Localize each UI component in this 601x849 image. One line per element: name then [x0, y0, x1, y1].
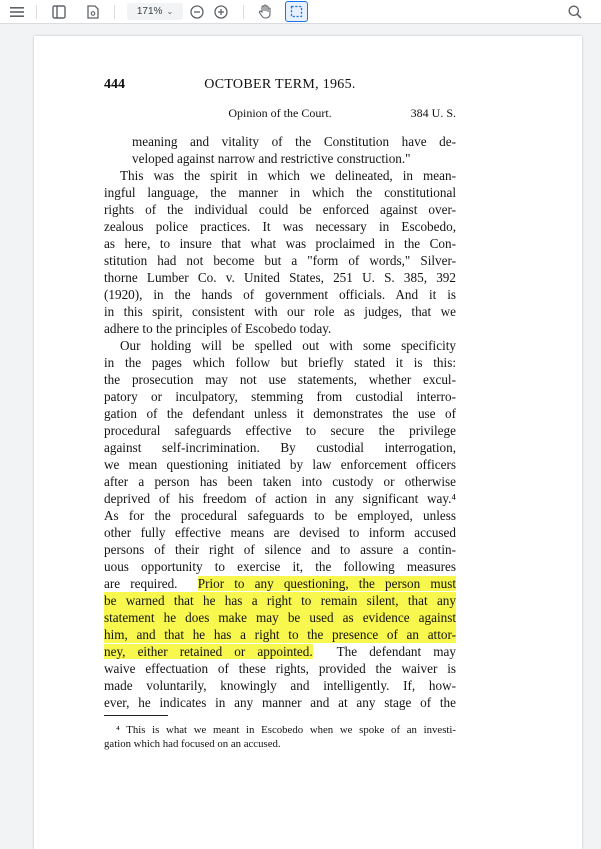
toolbar-divider	[243, 5, 244, 19]
opinion-label: Opinion of the Court.	[228, 106, 332, 120]
text-line: in the pages which follow but briefly stated it is this:	[104, 355, 456, 370]
zoom-out-icon[interactable]	[188, 2, 206, 21]
text-line: deprived of his freedom of action in any significant way.⁴	[104, 491, 456, 506]
hand-icon[interactable]	[256, 2, 274, 21]
footnote-rule	[104, 715, 168, 716]
viewer-toolbar	[0, 0, 601, 24]
page-number: 444	[104, 77, 125, 92]
highlighted-text[interactable]: statement he does make may be used as evidence against	[104, 610, 456, 625]
text-line: ever, he indicates in any manner and at any stage of the	[104, 695, 456, 710]
text-line: thorne Lumber Co. v. United States, 251 U. S. 385, 392	[104, 270, 456, 285]
page-icon[interactable]	[84, 2, 102, 21]
text-line: Our holding will be spelled out with some specificity	[120, 338, 456, 353]
text-line: uous opportunity to exercise it, the following measures	[104, 559, 456, 574]
text-line: zealous police practices. It was necessary in Escobedo,	[104, 219, 456, 234]
highlighted-text[interactable]: Prior to any questioning, the person must	[197, 576, 456, 591]
text-line: ingful language, the manner in which the constitutional	[104, 185, 456, 200]
text-line: as here, to insure that what was proclaimed in the Con-	[104, 236, 456, 251]
text-line	[104, 609, 456, 626]
chevron-down-icon: ⌄	[166, 7, 174, 16]
text-line	[104, 643, 456, 660]
text-line: other fully effective means are devised to inform accused	[104, 525, 456, 540]
text-line: we mean questioning initiated by law enforcement officers	[104, 457, 456, 472]
text-line: made voluntarily, knowingly and intelligently. If, how-	[104, 678, 456, 693]
footnote	[104, 723, 456, 751]
toolbar-divider	[36, 5, 37, 19]
text-line: waive effectuation of these rights, provided the waiver is	[104, 661, 456, 676]
citation: 384 U. S.	[410, 106, 456, 120]
sidebar-icon[interactable]	[50, 2, 68, 21]
highlighted-text[interactable]: him, and that he has a right to the presence of an attor-	[104, 627, 456, 642]
select-icon[interactable]	[285, 1, 308, 22]
subheader	[104, 106, 456, 122]
text-line: procedural safeguards effective to secure the privilege	[104, 423, 456, 438]
text-line: stitution had not become but a "form of words," Silver-	[104, 253, 456, 268]
footnote-line: ⁴ This is what we meant in Escobedo when we spoke of an investi-	[116, 724, 456, 736]
quote-line: veloped against narrow and restrictive construction."	[132, 151, 411, 166]
text-line: patory or inculpatory, stemming from custodial interro-	[104, 389, 456, 404]
zoom-in-icon[interactable]	[212, 2, 230, 21]
text-line: This was the spirit in which we delineated, in mean-	[120, 168, 456, 183]
text-line: the prosecution may not use statements, whether excul-	[104, 372, 456, 387]
highlighted-text[interactable]: be warned that he has a right to remain silent, that any	[104, 593, 456, 608]
running-title: OCTOBER TERM, 1965.	[204, 77, 356, 92]
text-line: persons of their right of silence and to assure a contin-	[104, 542, 456, 557]
zoom-select[interactable]	[127, 3, 183, 20]
text-line	[104, 575, 456, 592]
text-line: As for the procedural safeguards to be employed, unless	[104, 508, 456, 523]
text-line: in this spirit, consistent with our role as judges, that we	[104, 304, 456, 319]
quote-line: meaning and vitality of the Constitution have de-	[132, 134, 456, 149]
opinion-body	[104, 133, 456, 711]
text-line: after a person has been taken into custody or otherwise	[104, 474, 456, 489]
running-header	[104, 77, 456, 95]
highlighted-text[interactable]: ney, either retained or appointed.	[104, 644, 313, 659]
required-text: are required.	[104, 576, 198, 591]
text-line: against self-incrimination. By custodial interrogation,	[104, 440, 456, 455]
search-icon[interactable]	[566, 2, 584, 21]
text-line: (1920), in the hands of government officials. And it is	[104, 287, 456, 302]
defendant-text: The defendant may	[312, 644, 456, 659]
menu-icon[interactable]	[8, 2, 26, 21]
text-line	[104, 626, 456, 643]
footnote-line: gation which had focused on an accused.	[104, 738, 281, 750]
text-line: rights of the individual could be enforced against over-	[104, 202, 456, 217]
text-line: gation of the defendant unless it demonstrates the use of	[104, 406, 456, 421]
toolbar-divider	[114, 5, 115, 19]
zoom-value: 171%	[136, 6, 163, 17]
text-line	[104, 592, 456, 609]
text-line: adhere to the principles of Escobedo today.	[104, 321, 332, 336]
